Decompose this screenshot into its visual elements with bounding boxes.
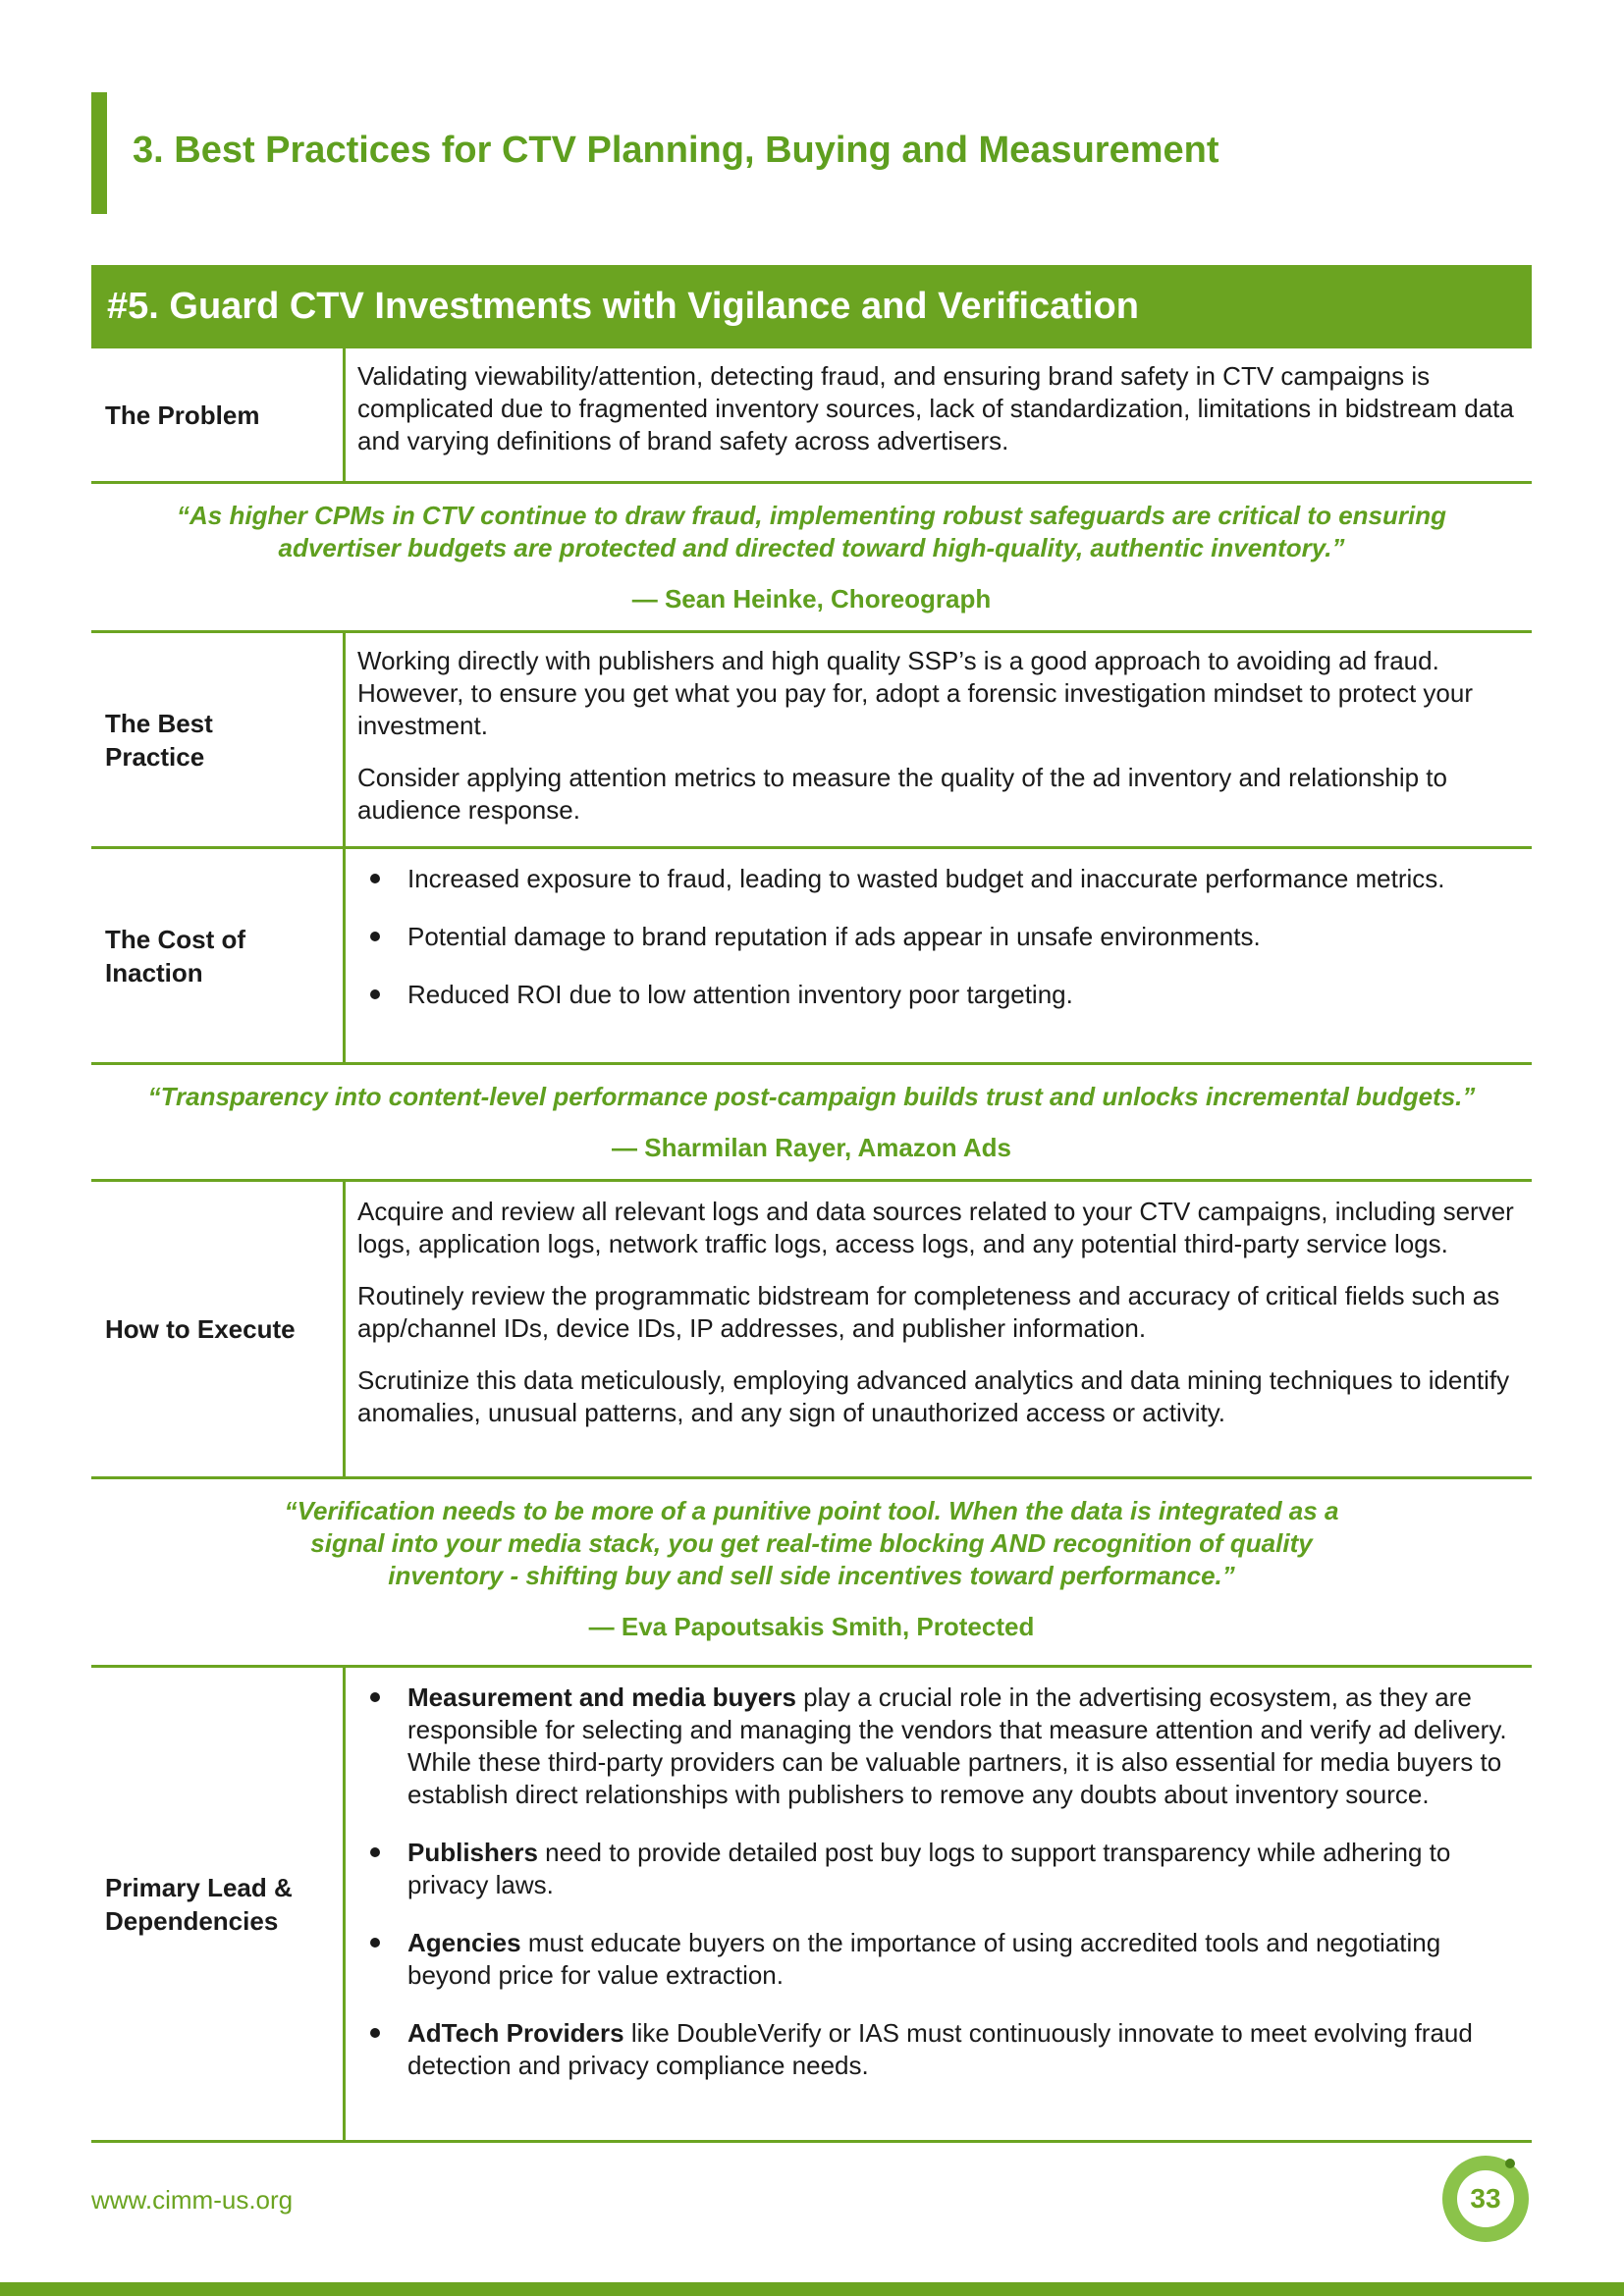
section-title: 3. Best Practices for CTV Planning, Buying and Measurement xyxy=(133,130,1219,171)
list-item-bold: Publishers xyxy=(407,1838,538,1867)
quote-line: advertiser budgets are protected and directed toward high-quality, authentic inventory.” xyxy=(278,533,1345,562)
table-title: #5. Guard CTV Investments with Vigilance and Verification xyxy=(107,286,1139,327)
row-primary-lead xyxy=(91,1668,1532,2143)
page-number-badge xyxy=(1442,2156,1529,2242)
quote-author: — Eva Papoutsakis Smith, Protected xyxy=(588,1612,1035,1641)
label-line: Dependencies xyxy=(105,1905,279,1936)
row-problem xyxy=(91,348,1532,484)
list-item: Potential damage to brand reputation if ads appear in unsafe environments. xyxy=(357,921,1520,953)
row-how-to-execute xyxy=(91,1182,1532,1479)
list-item: Increased exposure to fraud, leading to wasted budget and inaccurate performance metrics. xyxy=(357,863,1520,895)
quote-block xyxy=(91,1479,1532,1668)
list-item xyxy=(357,1927,1520,1992)
list-item-bold: AdTech Providers xyxy=(407,2018,624,2048)
row-content xyxy=(346,348,1532,481)
label-line: Practice xyxy=(105,741,205,772)
row-content xyxy=(346,1182,1532,1476)
row-content xyxy=(346,1668,1532,2140)
list-item-bold: Agencies xyxy=(407,1928,521,1957)
page-number: 33 xyxy=(1457,2170,1514,2227)
execute-paragraph: Acquire and review all relevant logs and data sources related to your CTV campaigns, including server logs, application logs, network traffic logs, access logs, and any potential third-party service logs. xyxy=(357,1197,1514,1258)
quote-author: — Sean Heinke, Choreograph xyxy=(631,584,992,614)
quote-text xyxy=(111,1495,1512,1592)
best-practice-paragraph: Working directly with publishers and high quality SSP’s is a good approach to avoiding ad fraud. However, to ensure you get what you pay for, adopt a forensic investigation mindset to protect your investment. xyxy=(357,646,1473,740)
quote-line: “Verification needs to be more of a punitive point tool. When the data is integrated as a xyxy=(284,1496,1339,1525)
label-line: Primary Lead & xyxy=(105,1872,293,1902)
best-practice-paragraph: Consider applying attention metrics to measure the quality of the ad inventory and relationship to audience response. xyxy=(357,763,1447,825)
row-content xyxy=(346,633,1532,846)
row-label: How to Execute xyxy=(91,1182,346,1476)
list-item-text: play a crucial role in the advertising ecosystem, as they are responsible for selecting and managing the vendors that measure attention and verify ad delivery. While these third-party providers can be valuable partners, it is also essential for media buyers to establish direct relationships with publishers to remove any doubts about inventory source. xyxy=(407,1682,1507,1809)
bottom-accent-bar xyxy=(0,2282,1624,2296)
quote-line: inventory - shifting buy and sell side incentives toward performance.” xyxy=(388,1561,1235,1590)
list-item: Reduced ROI due to low attention inventory poor targeting. xyxy=(357,979,1520,1011)
label-line: The Best xyxy=(105,708,213,738)
list-item-text: like DoubleVerify or IAS must continuously innovate to meet evolving fraud detection and privacy compliance needs. xyxy=(407,2018,1473,2080)
row-label: The Problem xyxy=(91,348,346,481)
row-label xyxy=(91,1668,346,2140)
label-line: The Cost of xyxy=(105,924,245,954)
quote-line: signal into your media stack, you get real-time blocking AND recognition of quality xyxy=(310,1528,1313,1558)
table-header xyxy=(91,265,1532,348)
quote-text: “Transparency into content-level performance post-campaign builds trust and unlocks incremental budgets.” xyxy=(147,1082,1476,1111)
quote-block xyxy=(91,484,1532,633)
list-item-bold: Measurement and media buyers xyxy=(407,1682,796,1712)
quote-line: “As higher CPMs in CTV continue to draw fraud, implementing robust safeguards are critical to ensuring xyxy=(177,501,1446,530)
execute-paragraph: Scrutinize this data meticulously, employing advanced analytics and data mining techniques to identify anomalies, unusual patterns, and any sign of unauthorized access or activity. xyxy=(357,1365,1510,1427)
section-accent-bar xyxy=(91,92,107,214)
list-item xyxy=(357,1682,1520,1811)
quote-text xyxy=(111,500,1512,564)
label-line: Inaction xyxy=(105,957,203,988)
row-best-practice xyxy=(91,633,1532,849)
list-item xyxy=(357,1837,1520,1901)
row-label xyxy=(91,633,346,846)
list-item-text: must educate buyers on the importance of using accredited tools and negotiating beyond price for value extraction. xyxy=(407,1928,1441,1990)
footer-url-link[interactable]: www.cimm-us.org xyxy=(91,2185,294,2215)
execute-paragraph: Routinely review the programmatic bidstream for completeness and accuracy of critical fields such as app/channel IDs, device IDs, IP addresses, and publisher information. xyxy=(357,1281,1500,1343)
quote-author: — Sharmilan Rayer, Amazon Ads xyxy=(612,1133,1011,1162)
row-label xyxy=(91,849,346,1062)
list-item-text: need to provide detailed post buy logs to support transparency while adhering to privacy laws. xyxy=(407,1838,1451,1899)
list-item xyxy=(357,2017,1520,2082)
row-content xyxy=(346,849,1532,1062)
row-cost-of-inaction xyxy=(91,849,1532,1065)
quote-block xyxy=(91,1065,1532,1182)
problem-text: Validating viewability/attention, detecting fraud, and ensuring brand safety in CTV campaigns is complicated due to fragmented inventory sources, lack of standardization, limitations in bidstream data and varying definitions of brand safety across advertisers. xyxy=(357,361,1514,455)
page-badge-dot xyxy=(1505,2159,1515,2168)
best-practice-table xyxy=(91,265,1532,2143)
